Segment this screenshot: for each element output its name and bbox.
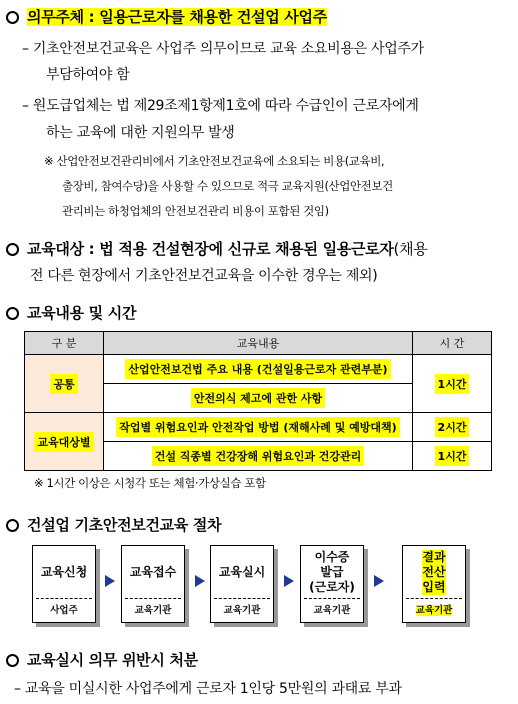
- section2-line2: 전 다른 현장에서 기초안전보건교육을 이수한 경우는 제외): [30, 268, 378, 284]
- table-cell-time: [413, 442, 492, 471]
- section2-heading: [6, 238, 427, 259]
- category-label: 교육대상별: [34, 432, 93, 452]
- flow-step-label: 이수증 발급 (근로자): [309, 549, 355, 594]
- flow-step-actor: 사업주: [50, 605, 78, 616]
- table-cell-content: [104, 442, 413, 471]
- table-header-row: [25, 332, 492, 355]
- table-cell-time: [413, 355, 492, 413]
- flow-step-actor: 교육기관: [134, 605, 172, 616]
- flow-step-sub: [122, 602, 184, 616]
- arrow-right-icon: [105, 575, 115, 587]
- circle-bullet-icon: [6, 307, 19, 320]
- flow-step-apply: [32, 545, 96, 623]
- circle-bullet-icon: [6, 243, 19, 256]
- content-text: 건설 직종별 건강장해 위험요인과 건강관리: [152, 446, 365, 466]
- flow-step-sub: [33, 602, 95, 616]
- table-header-content: 교육내용: [104, 332, 413, 355]
- section3-heading: [6, 302, 136, 323]
- table-row: [25, 413, 492, 442]
- section5-title: 교육실시 의무 위반시 처분: [27, 651, 198, 669]
- section1-item2-line1: – 원도급업체는 법 제29조제1항제1호에 따라 수급인이 근로자에게: [22, 98, 419, 114]
- arrow-right-icon: [195, 575, 205, 587]
- time-text: 1시간: [435, 374, 470, 394]
- section1-note-line2: 출장비, 참여수당)을 사용할 수 있으므로 적극 교육지원(산업안전보건: [62, 179, 393, 193]
- arrow-right-icon: [284, 575, 294, 587]
- flow-step-main: [301, 546, 363, 598]
- time-text: 1시간: [435, 446, 470, 466]
- section1-item2-line2: 하는 교육에 대한 지원의무 발생: [46, 125, 235, 141]
- circle-bullet-icon: [6, 519, 19, 532]
- table-cell-time: [413, 413, 492, 442]
- section2-title-rest: (채용: [393, 240, 428, 258]
- table-cell-category: [25, 413, 104, 471]
- section3-title: 교육내용 및 시간: [27, 304, 137, 322]
- content-text: 산업안전보건법 주요 내용 (건설일용근로자 관련부분): [125, 359, 390, 379]
- section1-note-line1: ※ 산업안전보건관리비에서 기초안전보건교육에 소요되는 비용(교육비,: [44, 154, 385, 168]
- section1-title: 의무주체 : 일용근로자를 채용한 건설업 사업주: [27, 8, 327, 26]
- flow-step-conduct: [210, 545, 274, 623]
- flow-step-label: 교육실시: [218, 564, 266, 579]
- section4-heading: [6, 514, 221, 535]
- flow-step-sub: [211, 602, 273, 616]
- flow-step-label: 교육접수: [129, 564, 177, 579]
- flow-step-receive: [121, 545, 185, 623]
- section2-title: 교육대상 : 법 적용 건설현장에 신규로 채용된 일용근로자: [27, 240, 394, 258]
- flow-divider: [125, 598, 181, 599]
- flow-divider: [406, 598, 462, 599]
- table-cell-content: [104, 384, 413, 413]
- flow-step-main: [122, 546, 184, 598]
- section5-item: – 교육을 미실시한 사업주에게 근로자 1인당 5만원의 과태료 부과: [14, 681, 402, 697]
- flow-step-actor: 교육기관: [415, 605, 453, 616]
- flow-step-result-entry: [402, 545, 466, 623]
- section3-note: ※ 1시간 이상은 시청각 또는 체험·가상실습 포함: [34, 476, 266, 490]
- section1-note-line3: 관리비는 하청업체의 안전보건관리 비용이 포함된 것임): [62, 204, 329, 218]
- education-table: [24, 331, 492, 471]
- flow-step-actor: 교육기관: [223, 605, 261, 616]
- flow-step-main: [33, 546, 95, 598]
- table-cell-content: [104, 355, 413, 384]
- flow-step-sub: [301, 602, 363, 616]
- flow-divider: [214, 598, 270, 599]
- flow-step-main: [403, 546, 465, 598]
- table-header-time: 시 간: [413, 332, 492, 355]
- flow-step-certificate: [300, 545, 364, 623]
- arrow-right-icon: [374, 575, 384, 587]
- time-text: 2시간: [435, 417, 470, 437]
- table-cell-category: [25, 355, 104, 413]
- section1-item1-line1: – 기초안전보건교육은 사업주 의무이므로 교육 소요비용은 사업주가: [22, 41, 424, 57]
- flow-step-sub: [403, 602, 465, 616]
- flow-step-label: 결과 전산 입력: [422, 549, 446, 594]
- table-header-category: 구 분: [25, 332, 104, 355]
- table-row: [25, 355, 492, 384]
- category-label: 공통: [50, 374, 77, 394]
- section1-item1-line2: 부담하여야 함: [46, 67, 130, 83]
- section4-title: 건설업 기초안전보건교육 절차: [27, 516, 222, 534]
- flow-divider: [304, 598, 360, 599]
- flow-step-label: 교육신청: [40, 564, 88, 579]
- circle-bullet-icon: [6, 654, 19, 667]
- section5-heading: [6, 649, 198, 670]
- flow-step-main: [211, 546, 273, 598]
- content-text: 작업별 위험요인과 안전작업 방법 (재해사례 및 예방대책): [116, 417, 399, 437]
- flow-divider: [36, 598, 92, 599]
- content-text: 안전의식 제고에 관한 사항: [191, 388, 325, 408]
- table-cell-content: [104, 413, 413, 442]
- flow-step-actor: 교육기관: [313, 605, 351, 616]
- section1-heading: [6, 6, 327, 27]
- circle-bullet-icon: [6, 11, 19, 24]
